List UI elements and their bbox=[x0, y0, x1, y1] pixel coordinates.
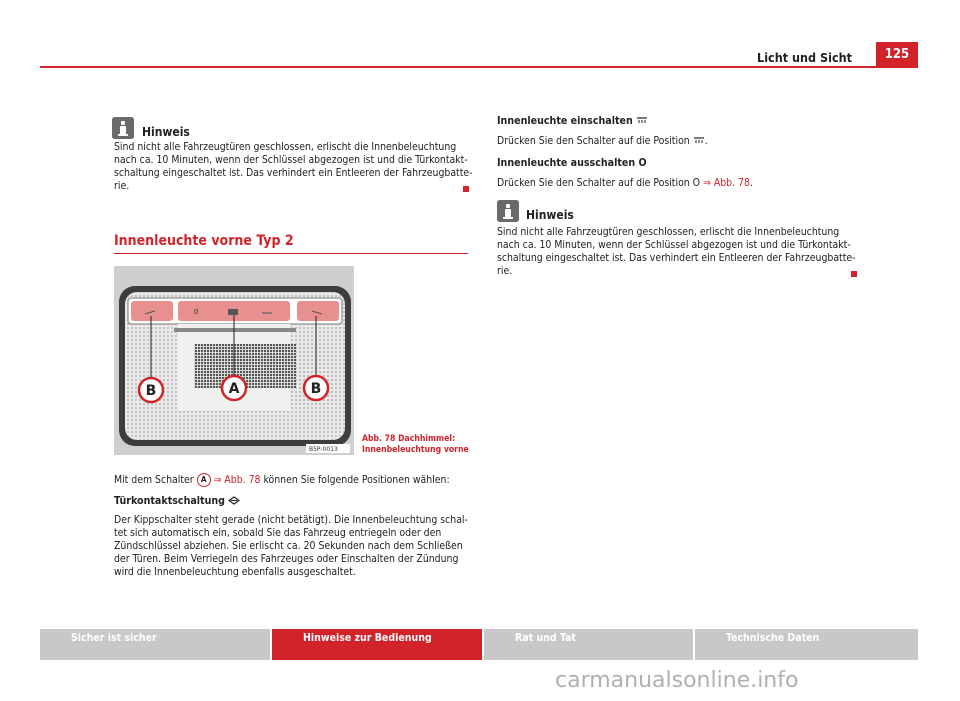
paragraph-line: wird die Innenbeleuchtung ebenfalls ausgeschaltet. bbox=[114, 566, 356, 578]
intro-sentence bbox=[114, 473, 474, 487]
paragraph-line: tet sich automatisch ein, sobald Sie das Fahrzeug entriegeln oder den bbox=[114, 527, 442, 539]
paragraph-line: der Türen. Beim Verriegeln des Fahrzeuges oder Einschalten der Zündung bbox=[114, 553, 459, 565]
light-off-heading: Innenleuchte ausschalten O bbox=[497, 157, 647, 169]
door-contact-icon bbox=[228, 496, 240, 505]
figure-code: B5P-0013 bbox=[309, 446, 338, 453]
figure-illustration bbox=[114, 266, 354, 455]
switch-a-badge: A bbox=[197, 473, 211, 487]
end-marker bbox=[851, 271, 857, 277]
note-line: schaltung eingeschaltet ist. Das verhindert ein Entleeren der Fahrzeugbatte- bbox=[497, 252, 856, 264]
figure-link[interactable]: ⇒ Abb. 78 bbox=[703, 177, 750, 189]
light-on-heading bbox=[497, 115, 648, 127]
callout-b-right: B bbox=[310, 381, 322, 397]
intro-text: können Sie folgende Positionen wählen: bbox=[263, 474, 450, 486]
door-contact-heading bbox=[114, 495, 240, 507]
note-line: schaltung eingeschaltet ist. Das verhindert ein Entleeren der Fahrzeugbatte- bbox=[114, 167, 473, 179]
door-contact-heading-text: Türkontaktschaltung bbox=[114, 495, 226, 507]
note-line: rie. bbox=[114, 180, 130, 192]
switch-position-label: 0 bbox=[194, 308, 199, 316]
figure-dome-light bbox=[114, 266, 354, 455]
intro-text: Mit dem Schalter bbox=[114, 474, 194, 486]
note-text bbox=[497, 226, 857, 278]
caption-line: Abb. 78 Dachhimmel: bbox=[362, 434, 456, 444]
section-rule bbox=[114, 253, 468, 254]
paragraph-line: Zündschlüssel abziehen. Sie erlischt ca. 20 Sekunden nach dem Schließen bbox=[114, 540, 463, 552]
footer-tab-rat-und-tat[interactable]: Rat und Tat bbox=[484, 629, 693, 660]
sentence-end: . bbox=[749, 177, 753, 189]
watermark: carmanualsonline.info bbox=[555, 668, 799, 693]
note-line: nach ca. 10 Minuten, wenn der Schlüssel abgezogen ist und die Türkontakt- bbox=[114, 154, 468, 166]
interior-light-on-icon bbox=[636, 116, 648, 124]
footer-tab-technische-daten[interactable]: Technische Daten bbox=[695, 629, 918, 660]
note-line: nach ca. 10 Minuten, wenn der Schlüssel abgezogen ist und die Türkontakt- bbox=[497, 239, 851, 251]
note-line: Sind nicht alle Fahrzeugtüren geschlossen, erlischt die Innenbeleuchtung bbox=[114, 141, 457, 153]
interior-light-on-icon bbox=[693, 136, 705, 144]
figure-caption bbox=[362, 434, 469, 455]
info-note-icon bbox=[497, 200, 519, 222]
light-on-sentence: Drücken Sie den Schalter auf die Position bbox=[497, 135, 690, 147]
light-on-text bbox=[497, 135, 708, 148]
caption-line: Innenbeleuchtung vorne bbox=[362, 444, 469, 455]
callout-b-left: B bbox=[145, 383, 157, 399]
header-title: Licht und Sicht bbox=[757, 50, 852, 65]
end-marker bbox=[463, 186, 469, 192]
note-heading: Hinweis bbox=[142, 125, 190, 139]
footer-tab-bedienung[interactable]: Hinweise zur Bedienung bbox=[272, 629, 482, 660]
note-heading: Hinweis bbox=[526, 208, 574, 222]
figure-link[interactable]: ⇒ Abb. 78 bbox=[213, 474, 261, 486]
paragraph-line: Der Kippschalter steht gerade (nicht betätigt). Die Innenbeleuchtung schal- bbox=[114, 514, 468, 526]
section-title: Innenleuchte vorne Typ 2 bbox=[114, 233, 294, 249]
light-off-text bbox=[497, 177, 753, 190]
note-text bbox=[114, 141, 474, 193]
info-note-icon bbox=[112, 117, 134, 139]
note-line: Sind nicht alle Fahrzeugtüren geschlossen, erlischt die Innenbeleuchtung bbox=[497, 226, 840, 238]
sentence-end: . bbox=[704, 135, 708, 147]
footer-tab-sicher[interactable]: Sicher ist sicher bbox=[40, 629, 270, 660]
light-on-heading-text: Innenleuchte einschalten bbox=[497, 115, 633, 127]
page-number: 125 bbox=[876, 42, 918, 66]
note-line: rie. bbox=[497, 265, 513, 277]
callout-a: A bbox=[228, 381, 240, 397]
light-off-sentence: Drücken Sie den Schalter auf die Position O bbox=[497, 177, 701, 189]
door-contact-text bbox=[114, 514, 474, 579]
header-rule bbox=[40, 66, 918, 68]
